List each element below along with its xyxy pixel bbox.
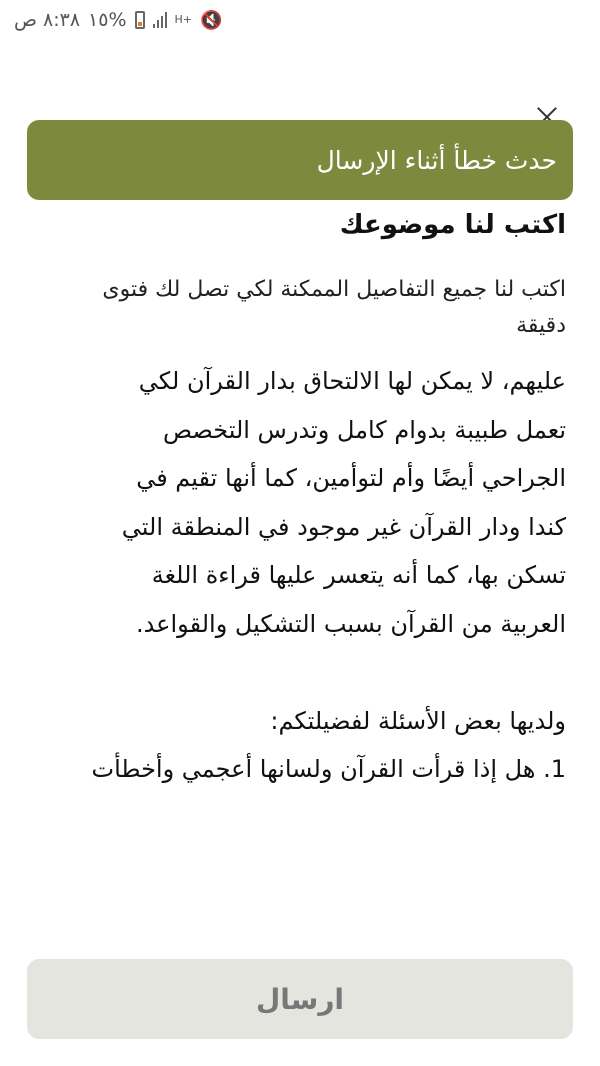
signal-icon [153, 12, 167, 28]
status-bar-left [14, 8, 222, 32]
clock: ٨:٣٨ ص [14, 9, 81, 31]
network-type: H+ [174, 13, 193, 26]
error-message: حدث خطأ أثناء الإرسال [316, 145, 557, 175]
question-textarea[interactable] [34, 367, 566, 790]
question-text: عليهم، لا يمكن لها الالتحاق بدار القرآن لكي تعمل طبيبة بدوام كامل وتدرس التخصص الجراحي أيضًا وأم لتوأمين، كما أنها تقيم في كندا ودار القرآن غير موجود في المنطقة التي تسكن بها، كما أنه يتعسر عليها قراءة اللغة العربية من القرآن بسبب التشكيل والقواعد. ولديها بعض الأسئلة لفضيلتكم: 1. هل إذا قرأت القرآن ولسانها أعجمي وأخطأت [91, 367, 566, 783]
send-button[interactable]: ارسال [27, 959, 573, 1039]
battery-percent: ١٥% [88, 9, 127, 31]
mute-icon: 🔇 [200, 9, 223, 31]
status-bar [0, 0, 600, 40]
form-description: اكتب لنا جميع التفاصيل الممكنة لكي تصل لك فتوى دقيقة [102, 277, 566, 338]
error-banner [27, 120, 573, 200]
form-heading: اكتب لنا موضوعك [339, 210, 566, 240]
battery-icon [135, 11, 145, 29]
